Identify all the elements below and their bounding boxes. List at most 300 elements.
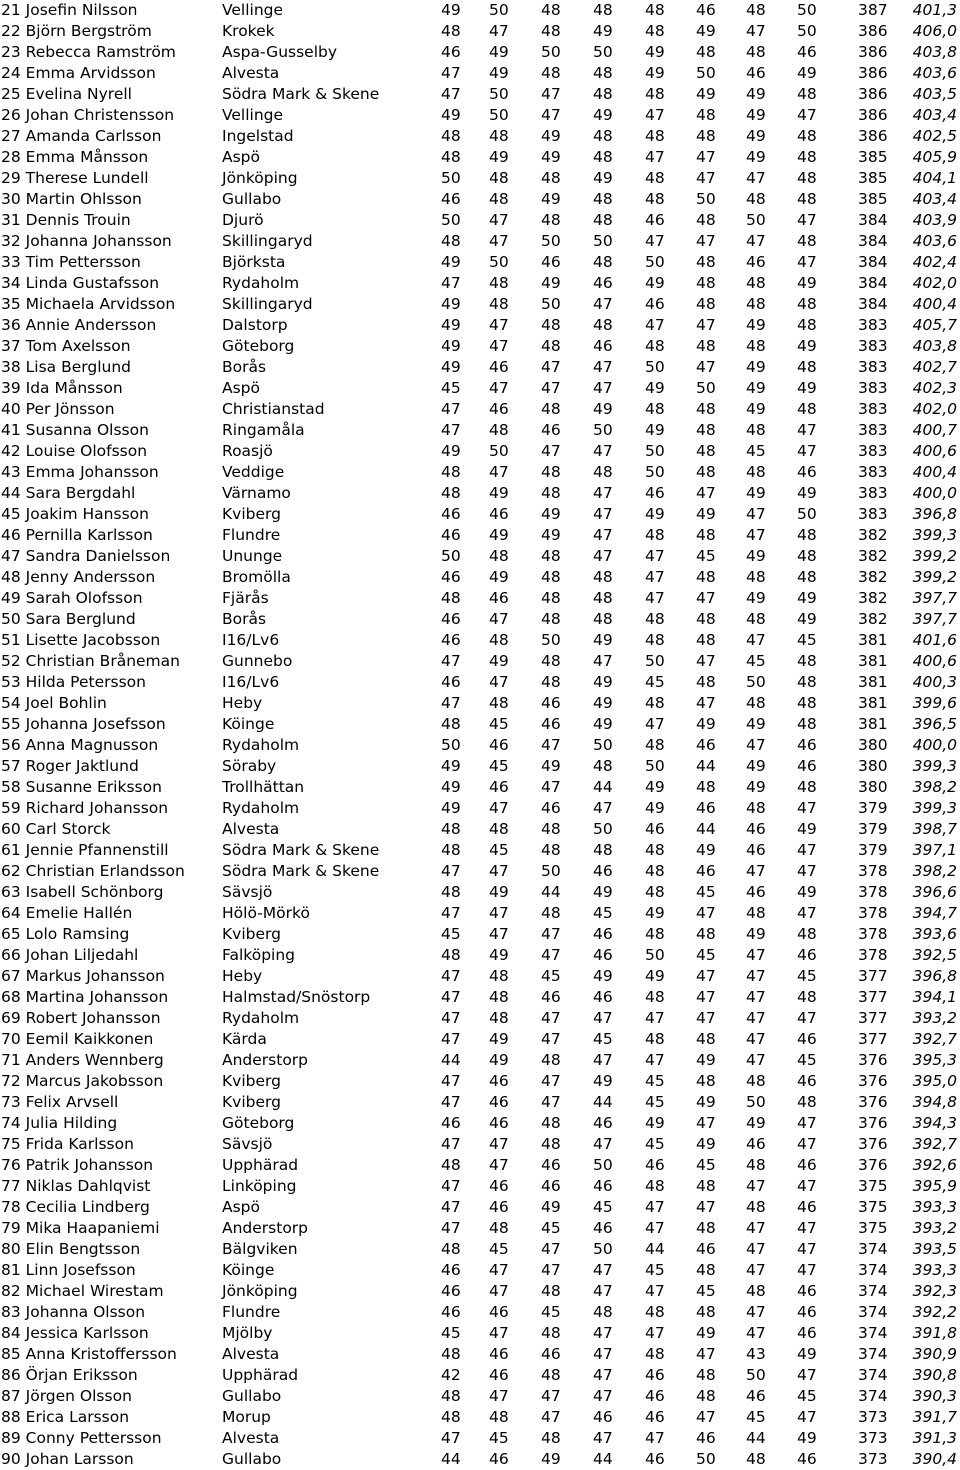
club-name: Bälgviken	[222, 1240, 298, 1258]
series-score: 48	[746, 1198, 766, 1216]
total-score: 376	[858, 1093, 888, 1111]
result-row	[0, 294, 960, 315]
result-row	[0, 273, 960, 294]
series-score: 50	[541, 631, 561, 649]
series-score: 45	[696, 1156, 716, 1174]
series-score: 48	[696, 925, 716, 943]
series-score: 48	[696, 106, 716, 124]
club-name: Värnamo	[222, 484, 291, 502]
series-score: 49	[645, 505, 665, 523]
series-score: 49	[489, 652, 509, 670]
series-score: 47	[746, 1261, 766, 1279]
result-row	[0, 1176, 960, 1197]
club-name: Rydaholm	[222, 736, 300, 754]
series-score: 47	[593, 1282, 613, 1300]
series-score: 47	[797, 862, 817, 880]
series-score: 45	[441, 925, 461, 943]
average-score: 393,2	[912, 1219, 957, 1237]
series-score: 46	[797, 736, 817, 754]
series-score: 47	[645, 1324, 665, 1342]
series-score: 47	[696, 232, 716, 250]
series-score: 45	[441, 379, 461, 397]
result-row	[0, 924, 960, 945]
series-score: 47	[797, 841, 817, 859]
result-row	[0, 105, 960, 126]
average-score: 393,6	[912, 925, 957, 943]
average-score: 396,8	[912, 505, 957, 523]
series-score: 49	[746, 757, 766, 775]
series-score: 44	[441, 1450, 461, 1468]
series-score: 47	[797, 1135, 817, 1153]
total-score: 378	[858, 946, 888, 964]
result-row	[0, 798, 960, 819]
series-score: 48	[746, 1282, 766, 1300]
average-score: 393,3	[912, 1261, 957, 1279]
result-row	[0, 1134, 960, 1155]
series-score: 47	[797, 799, 817, 817]
result-row	[0, 336, 960, 357]
competitor-name: 65 Lolo Ramsing	[1, 925, 130, 943]
series-score: 47	[541, 442, 561, 460]
total-score: 381	[858, 673, 888, 691]
series-score: 48	[541, 316, 561, 334]
series-score: 45	[541, 1303, 561, 1321]
series-score: 48	[797, 526, 817, 544]
result-row	[0, 168, 960, 189]
series-score: 48	[696, 1219, 716, 1237]
competitor-name: 90 Johan Larsson	[1, 1450, 134, 1468]
series-score: 47	[441, 1198, 461, 1216]
series-score: 47	[593, 1366, 613, 1384]
total-score: 383	[858, 442, 888, 460]
series-score: 48	[593, 568, 613, 586]
series-score: 48	[746, 190, 766, 208]
series-score: 48	[593, 589, 613, 607]
total-score: 376	[858, 1156, 888, 1174]
club-name: Fjärås	[222, 589, 269, 607]
series-score: 50	[797, 1, 817, 19]
competitor-name: 24 Emma Arvidsson	[1, 64, 156, 82]
series-score: 48	[696, 568, 716, 586]
competitor-name: 37 Tom Axelsson	[1, 337, 131, 355]
series-score: 48	[746, 1450, 766, 1468]
competitor-name: 31 Dennis Trouin	[1, 211, 131, 229]
series-score: 46	[645, 1408, 665, 1426]
series-score: 48	[696, 400, 716, 418]
total-score: 374	[858, 1324, 888, 1342]
club-name: Aspö	[222, 148, 261, 166]
series-score: 48	[696, 610, 716, 628]
series-score: 48	[696, 526, 716, 544]
series-score: 47	[645, 1009, 665, 1027]
competitor-name: 30 Martin Ohlsson	[1, 190, 142, 208]
average-score: 399,2	[912, 547, 957, 565]
series-score: 49	[593, 169, 613, 187]
total-score: 375	[858, 1177, 888, 1195]
series-score: 47	[489, 1261, 509, 1279]
result-row	[0, 21, 960, 42]
competitor-name: 62 Christian Erlandsson	[1, 862, 185, 880]
result-row	[0, 462, 960, 483]
series-score: 46	[797, 1030, 817, 1048]
series-score: 47	[645, 1051, 665, 1069]
series-score: 46	[696, 862, 716, 880]
series-score: 49	[746, 358, 766, 376]
club-name: Aspö	[222, 1198, 261, 1216]
series-score: 47	[645, 316, 665, 334]
series-score: 47	[489, 904, 509, 922]
series-score: 48	[441, 1345, 461, 1363]
series-score: 49	[645, 1114, 665, 1132]
series-score: 46	[541, 1156, 561, 1174]
series-score: 48	[645, 85, 665, 103]
competitor-name: 46 Pernilla Karlsson	[1, 526, 153, 544]
result-row	[0, 588, 960, 609]
series-score: 47	[797, 1114, 817, 1132]
series-score: 46	[441, 505, 461, 523]
competitor-name: 83 Johanna Olsson	[1, 1303, 146, 1321]
series-score: 48	[645, 337, 665, 355]
series-score: 47	[797, 1219, 817, 1237]
series-score: 46	[797, 1450, 817, 1468]
series-score: 49	[441, 358, 461, 376]
total-score: 380	[858, 778, 888, 796]
series-score: 46	[541, 421, 561, 439]
result-row	[0, 42, 960, 63]
series-score: 48	[746, 694, 766, 712]
series-score: 47	[593, 652, 613, 670]
club-name: Alvesta	[222, 820, 280, 838]
series-score: 48	[797, 316, 817, 334]
series-score: 48	[797, 694, 817, 712]
result-row	[0, 1407, 960, 1428]
series-score: 45	[645, 1135, 665, 1153]
series-score: 47	[541, 778, 561, 796]
series-score: 48	[696, 1303, 716, 1321]
club-name: Aspa-Gusselby	[222, 43, 338, 61]
series-score: 46	[797, 1156, 817, 1174]
average-score: 391,7	[912, 1408, 957, 1426]
series-score: 43	[746, 1345, 766, 1363]
series-score: 47	[746, 1051, 766, 1069]
series-score: 48	[746, 337, 766, 355]
total-score: 381	[858, 715, 888, 733]
series-score: 47	[797, 1261, 817, 1279]
series-score: 48	[696, 463, 716, 481]
total-score: 384	[858, 253, 888, 271]
series-score: 46	[489, 589, 509, 607]
total-score: 384	[858, 295, 888, 313]
average-score: 392,7	[912, 1030, 957, 1048]
series-score: 48	[541, 64, 561, 82]
total-score: 386	[858, 127, 888, 145]
series-score: 49	[489, 526, 509, 544]
competitor-name: 71 Anders Wennberg	[1, 1051, 164, 1069]
series-score: 47	[441, 400, 461, 418]
club-name: Morup	[222, 1408, 271, 1426]
series-score: 48	[746, 568, 766, 586]
series-score: 47	[797, 1366, 817, 1384]
series-score: 47	[593, 1387, 613, 1405]
result-row	[0, 1386, 960, 1407]
series-score: 47	[489, 673, 509, 691]
average-score: 402,3	[912, 379, 957, 397]
series-score: 46	[593, 862, 613, 880]
series-score: 46	[746, 820, 766, 838]
series-score: 48	[645, 631, 665, 649]
series-score: 47	[696, 904, 716, 922]
series-score: 48	[541, 904, 561, 922]
average-score: 393,3	[912, 1198, 957, 1216]
series-score: 46	[645, 1450, 665, 1468]
series-score: 47	[541, 1030, 561, 1048]
series-score: 48	[441, 22, 461, 40]
series-score: 46	[441, 1303, 461, 1321]
series-score: 45	[441, 1324, 461, 1342]
result-row	[0, 819, 960, 840]
result-row	[0, 525, 960, 546]
result-row	[0, 714, 960, 735]
average-score: 395,0	[912, 1072, 957, 1090]
competitor-name: 88 Erica Larsson	[1, 1408, 130, 1426]
series-score: 46	[441, 1114, 461, 1132]
result-row	[0, 210, 960, 231]
club-name: I16/Lv6	[222, 631, 280, 649]
series-score: 48	[489, 694, 509, 712]
series-score: 50	[489, 442, 509, 460]
result-row	[0, 483, 960, 504]
average-score: 400,4	[912, 463, 957, 481]
competitor-name: 36 Annie Andersson	[1, 316, 157, 334]
series-score: 49	[746, 484, 766, 502]
series-score: 48	[441, 589, 461, 607]
result-row	[0, 567, 960, 588]
series-score: 48	[645, 1177, 665, 1195]
series-score: 47	[696, 652, 716, 670]
average-score: 400,3	[912, 673, 957, 691]
series-score: 50	[645, 946, 665, 964]
series-score: 48	[696, 778, 716, 796]
competitor-name: 81 Linn Josefsson	[1, 1261, 136, 1279]
series-score: 46	[541, 253, 561, 271]
series-score: 48	[746, 610, 766, 628]
series-score: 49	[746, 778, 766, 796]
club-name: Heby	[222, 694, 263, 712]
series-score: 47	[489, 1324, 509, 1342]
series-score: 48	[746, 799, 766, 817]
club-name: Halmstad/Snöstorp	[222, 988, 371, 1006]
club-name: Mjölby	[222, 1324, 273, 1342]
series-score: 47	[593, 1429, 613, 1447]
average-score: 406,0	[912, 22, 957, 40]
series-score: 45	[696, 547, 716, 565]
series-score: 47	[441, 694, 461, 712]
series-score: 48	[645, 127, 665, 145]
series-score: 46	[746, 883, 766, 901]
series-score: 47	[441, 1072, 461, 1090]
average-score: 390,3	[912, 1387, 957, 1405]
total-score: 377	[858, 967, 888, 985]
series-score: 48	[593, 85, 613, 103]
series-score: 48	[797, 988, 817, 1006]
series-score: 50	[593, 43, 613, 61]
club-name: Flundre	[222, 1303, 281, 1321]
competitor-name: 86 Örjan Eriksson	[1, 1366, 138, 1384]
series-score: 46	[541, 1177, 561, 1195]
series-score: 48	[441, 484, 461, 502]
series-score: 50	[645, 442, 665, 460]
result-row	[0, 735, 960, 756]
total-score: 386	[858, 85, 888, 103]
total-score: 380	[858, 757, 888, 775]
series-score: 50	[593, 232, 613, 250]
series-score: 48	[645, 841, 665, 859]
series-score: 46	[746, 841, 766, 859]
series-score: 47	[489, 1135, 509, 1153]
series-score: 50	[645, 652, 665, 670]
result-row	[0, 441, 960, 462]
series-score: 48	[645, 988, 665, 1006]
series-score: 48	[441, 715, 461, 733]
club-name: I16/Lv6	[222, 673, 280, 691]
series-score: 48	[645, 925, 665, 943]
result-row	[0, 903, 960, 924]
series-score: 49	[746, 1114, 766, 1132]
total-score: 377	[858, 1009, 888, 1027]
average-score: 399,3	[912, 526, 957, 544]
result-row	[0, 777, 960, 798]
series-score: 45	[645, 1261, 665, 1279]
series-score: 48	[593, 1303, 613, 1321]
club-name: Kviberg	[222, 505, 281, 523]
series-score: 50	[696, 1450, 716, 1468]
series-score: 48	[541, 484, 561, 502]
series-score: 47	[541, 1093, 561, 1111]
competitor-name: 60 Carl Storck	[1, 820, 111, 838]
series-score: 48	[696, 1387, 716, 1405]
series-score: 48	[541, 1429, 561, 1447]
series-score: 47	[441, 274, 461, 292]
total-score: 384	[858, 274, 888, 292]
series-score: 47	[489, 211, 509, 229]
club-name: Gullabo	[222, 1450, 282, 1468]
series-score: 48	[489, 190, 509, 208]
series-score: 45	[593, 1030, 613, 1048]
series-score: 49	[797, 589, 817, 607]
series-score: 47	[593, 547, 613, 565]
series-score: 49	[489, 568, 509, 586]
series-score: 47	[797, 106, 817, 124]
series-score: 48	[541, 211, 561, 229]
competitor-name: 66 Johan Liljedahl	[1, 946, 139, 964]
series-score: 45	[696, 946, 716, 964]
series-score: 48	[797, 232, 817, 250]
series-score: 48	[541, 568, 561, 586]
total-score: 382	[858, 526, 888, 544]
result-row	[0, 1197, 960, 1218]
series-score: 48	[541, 610, 561, 628]
series-score: 49	[696, 715, 716, 733]
club-name: Kärda	[222, 1030, 267, 1048]
result-row	[0, 0, 960, 21]
series-score: 46	[489, 1177, 509, 1195]
series-score: 47	[645, 1282, 665, 1300]
average-score: 398,7	[912, 820, 957, 838]
series-score: 48	[696, 1261, 716, 1279]
series-score: 49	[645, 43, 665, 61]
club-name: Rydaholm	[222, 799, 300, 817]
series-score: 48	[645, 883, 665, 901]
competitor-name: 48 Jenny Andersson	[1, 568, 156, 586]
result-row	[0, 945, 960, 966]
competitor-name: 67 Markus Johansson	[1, 967, 165, 985]
series-score: 49	[593, 694, 613, 712]
series-score: 44	[593, 1450, 613, 1468]
series-score: 48	[541, 673, 561, 691]
total-score: 382	[858, 589, 888, 607]
competitor-name: 55 Johanna Josefsson	[1, 715, 166, 733]
series-score: 46	[489, 1093, 509, 1111]
series-score: 44	[593, 778, 613, 796]
series-score: 46	[593, 274, 613, 292]
series-score: 48	[645, 1303, 665, 1321]
result-row	[0, 651, 960, 672]
average-score: 396,8	[912, 967, 957, 985]
series-score: 48	[797, 295, 817, 313]
series-score: 49	[645, 64, 665, 82]
club-name: Falköping	[222, 946, 296, 964]
series-score: 45	[746, 1408, 766, 1426]
competitor-name: 22 Björn Bergström	[1, 22, 152, 40]
series-score: 49	[746, 85, 766, 103]
series-score: 48	[541, 1114, 561, 1132]
series-score: 44	[593, 1093, 613, 1111]
competitor-name: 40 Per Jönsson	[1, 400, 115, 418]
series-score: 47	[441, 64, 461, 82]
series-score: 46	[746, 253, 766, 271]
series-score: 46	[746, 1135, 766, 1153]
series-score: 48	[645, 610, 665, 628]
series-score: 48	[645, 694, 665, 712]
series-score: 48	[696, 1366, 716, 1384]
series-score: 48	[797, 652, 817, 670]
series-score: 45	[489, 1240, 509, 1258]
series-score: 49	[797, 820, 817, 838]
series-score: 47	[541, 1009, 561, 1027]
series-score: 46	[593, 988, 613, 1006]
series-score: 47	[746, 1009, 766, 1027]
competitor-name: 51 Lisette Jacobsson	[1, 631, 161, 649]
series-score: 46	[797, 946, 817, 964]
club-name: Roasjö	[222, 442, 273, 460]
series-score: 49	[489, 484, 509, 502]
series-score: 49	[441, 799, 461, 817]
total-score: 385	[858, 169, 888, 187]
series-score: 46	[797, 1072, 817, 1090]
series-score: 45	[593, 1198, 613, 1216]
result-row	[0, 399, 960, 420]
series-score: 50	[541, 862, 561, 880]
series-score: 47	[489, 610, 509, 628]
series-score: 49	[441, 337, 461, 355]
series-score: 47	[541, 946, 561, 964]
club-name: Söraby	[222, 757, 277, 775]
club-name: Trollhättan	[222, 778, 305, 796]
series-score: 49	[645, 379, 665, 397]
series-score: 47	[797, 1240, 817, 1258]
series-score: 49	[797, 484, 817, 502]
competitor-name: 63 Isabell Schönborg	[1, 883, 164, 901]
